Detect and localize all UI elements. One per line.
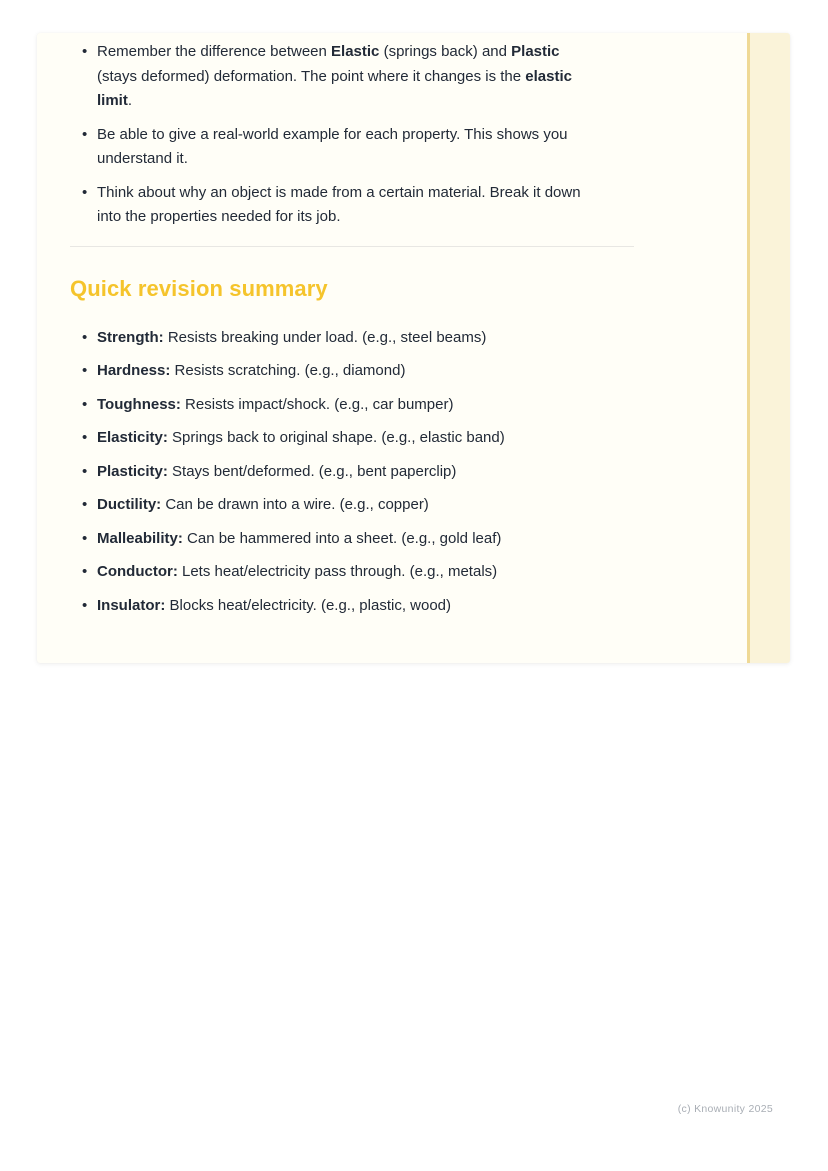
list-item xyxy=(70,493,636,518)
bold-text: Ductility: xyxy=(97,496,162,513)
document-content xyxy=(70,40,636,627)
text: into the properties needed for its job. xyxy=(97,208,341,225)
text: . xyxy=(127,92,133,109)
bold-text: Plastic xyxy=(511,43,560,60)
text: Springs back to original shape. (e.g., elastic band) xyxy=(167,429,505,446)
text: (stays deformed) deformation. The point where it changes is the xyxy=(97,67,526,85)
list-item xyxy=(70,40,636,114)
bold-text: Malleability: xyxy=(97,529,183,547)
text: Blocks heat/electricity. (e.g., plastic, wood) xyxy=(165,596,452,614)
text: Be able to give a real-world example for each property. This shows you xyxy=(97,125,568,143)
bold-text: Strength: xyxy=(97,328,164,346)
bold-text: Plasticity: xyxy=(97,462,168,480)
text: Stays bent/deformed. (e.g., bent paperclip) xyxy=(167,462,457,480)
text: Can be drawn into a wire. (e.g., copper) xyxy=(161,496,429,513)
section-heading: Quick revision summary xyxy=(70,275,328,301)
list-item xyxy=(70,527,636,552)
text: Resists scratching. (e.g., diamond) xyxy=(170,362,406,379)
text: Resists breaking under load. (e.g., steel beams) xyxy=(163,328,487,346)
list-item xyxy=(70,359,636,384)
bold-text: Conductor: xyxy=(97,563,178,580)
bold-text: Elastic xyxy=(331,43,380,60)
section-divider xyxy=(70,246,634,247)
list-item xyxy=(70,326,636,351)
bold-text: Toughness: xyxy=(97,395,181,413)
list-item xyxy=(70,560,636,585)
bold-text: limit xyxy=(97,92,128,109)
list-item xyxy=(70,426,636,451)
list-item xyxy=(70,181,636,230)
bold-text: elastic xyxy=(525,67,572,85)
list-item xyxy=(70,594,636,619)
document-card xyxy=(37,33,790,663)
footer-copyright: (c) Knowunity 2025 xyxy=(677,1103,773,1115)
text: understand it. xyxy=(97,150,188,167)
bold-text: Insulator: xyxy=(97,596,166,614)
text: Resists impact/shock. (e.g., car bumper) xyxy=(180,395,454,413)
list-item xyxy=(70,460,636,485)
accent-stripe xyxy=(747,33,790,663)
text: Think about why an object is made from a certain material. Break it down xyxy=(97,183,581,201)
bold-text: Hardness: xyxy=(97,362,171,379)
bold-text: Elasticity: xyxy=(97,429,168,446)
list-item xyxy=(70,393,636,418)
text: Remember the difference between xyxy=(97,43,332,60)
text: Lets heat/electricity pass through. (e.g., metals) xyxy=(177,563,498,580)
tips-list xyxy=(70,40,636,230)
summary-list xyxy=(70,326,636,619)
text: Can be hammered into a sheet. (e.g., gold leaf) xyxy=(182,529,502,547)
list-item xyxy=(70,123,636,172)
text: (springs back) and xyxy=(379,43,512,60)
